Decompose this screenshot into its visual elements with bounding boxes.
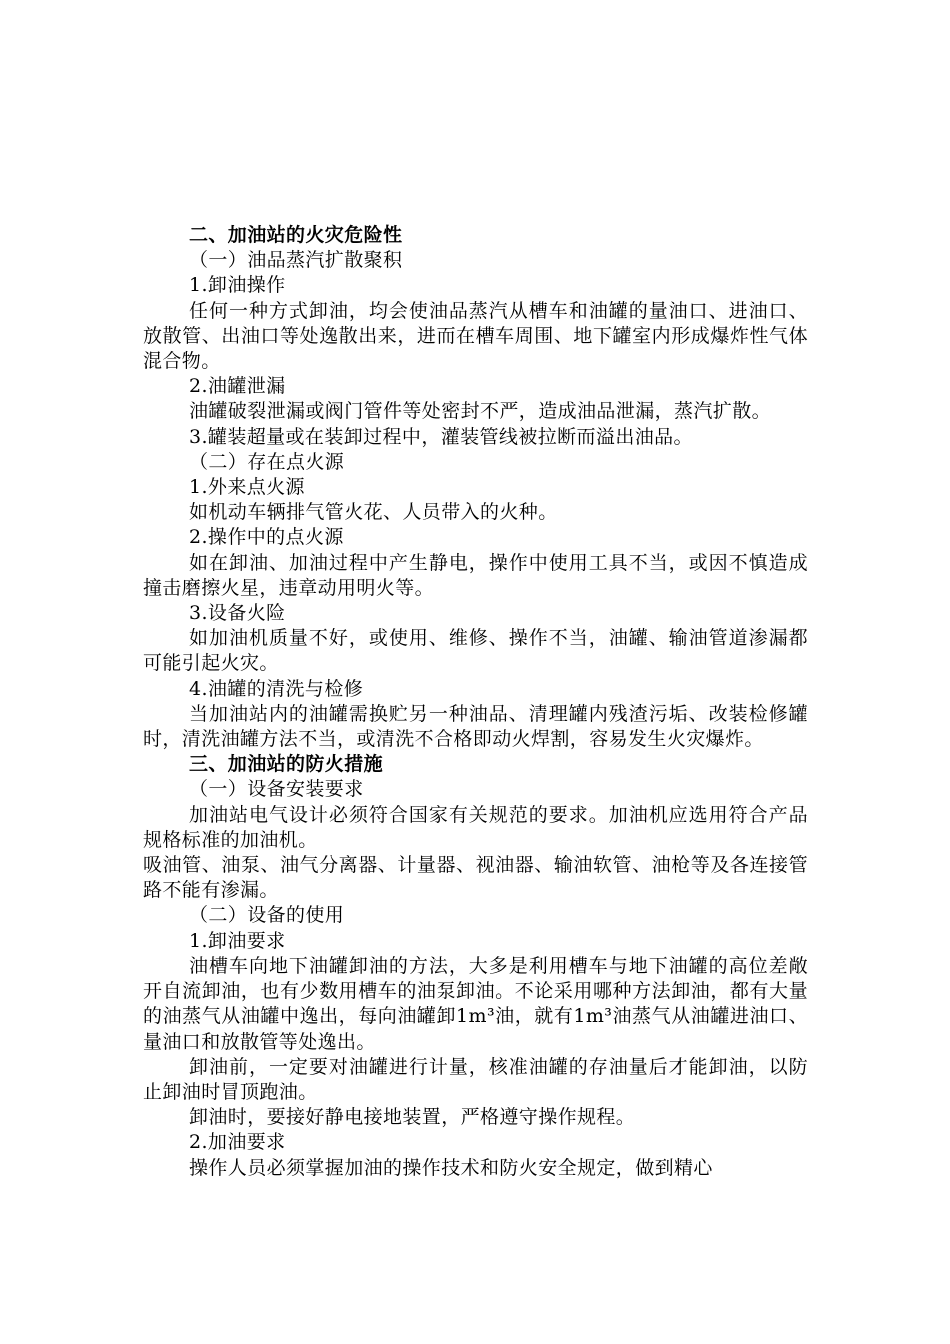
body-paragraph: 操作人员必须掌握加油的操作技术和防火安全规定，做到精心: [189, 1156, 713, 1179]
section-heading: 三、加油站的防火措施: [189, 753, 384, 776]
body-paragraph: 任何一种方式卸油，均会使油品蒸汽从槽车和油罐的量油口、进油口、放散管、出油口等处逸散出来，进而在槽车周围、地下罐室内形成爆炸性气体混合物。: [143, 299, 808, 373]
body-paragraph: 如机动车辆排气管火花、人员带入的火种。: [189, 501, 558, 524]
subsection-heading: （二）设备的使用: [189, 904, 345, 927]
item-heading: 1.卸油操作: [189, 274, 286, 297]
body-paragraph: 油槽车向地下油罐卸油的方法，大多是利用槽车与地下油罐的高位差敞开自流卸油，也有少数用槽车的油泵卸油。不论采用哪种方法卸油，都有大量的油蒸气从油罐中逸出，每向油罐卸1m³油，就有1m³油蒸气从油罐进油口、量油口和放散管等处逸出。: [143, 954, 808, 1053]
document-body: [143, 223, 808, 1181]
item-heading: 2.油罐泄漏: [189, 375, 286, 398]
item-heading: 1.外来点火源: [189, 476, 305, 499]
item-heading: 1.卸油要求: [189, 929, 286, 952]
body-paragraph: 油罐破裂泄漏或阀门管件等处密封不严，造成油品泄漏，蒸汽扩散。: [189, 400, 772, 423]
body-paragraph: 卸油前，一定要对油罐进行计量，核准油罐的存油量后才能卸油，以防止卸油时冒顶跑油。: [143, 1055, 808, 1103]
item-heading: 3.罐装超量或在装卸过程中，灌装管线被拉断而溢出油品。: [189, 425, 693, 448]
body-paragraph: 如在卸油、加油过程中产生静电，操作中使用工具不当，或因不慎造成撞击磨擦火星，违章动用明火等。: [143, 551, 808, 599]
subsection-heading: （二）存在点火源: [189, 450, 345, 473]
subsection-heading: （一）油品蒸汽扩散聚积: [189, 249, 403, 272]
item-heading: 2.操作中的点火源: [189, 526, 344, 549]
body-paragraph: 加油站电气设计必须符合国家有关规范的要求。加油机应选用符合产品规格标准的加油机。: [143, 803, 808, 851]
section-heading: 二、加油站的火灾危险性: [189, 224, 403, 246]
body-paragraph: 如加油机质量不好，或使用、维修、操作不当，油罐、输油管道渗漏都可能引起火灾。: [143, 627, 808, 675]
subsection-heading: （一）设备安装要求: [189, 778, 364, 801]
item-heading: 4.油罐的清洗与检修: [189, 677, 364, 700]
body-paragraph: 卸油时，要接好静电接地装置，严格遵守操作规程。: [189, 1106, 636, 1129]
body-paragraph: 吸油管、油泵、油气分离器、计量器、视油器、输油软管、油枪等及各连接管路不能有渗漏。: [143, 854, 808, 902]
item-heading: 2.加油要求: [189, 1131, 286, 1154]
item-heading: 3.设备火险: [189, 602, 286, 625]
body-paragraph: 当加油站内的油罐需换贮另一种油品、清理罐内残渣污垢、改装检修罐时，清洗油罐方法不当，或清洗不合格即动火焊割，容易发生火灾爆炸。: [143, 702, 808, 751]
